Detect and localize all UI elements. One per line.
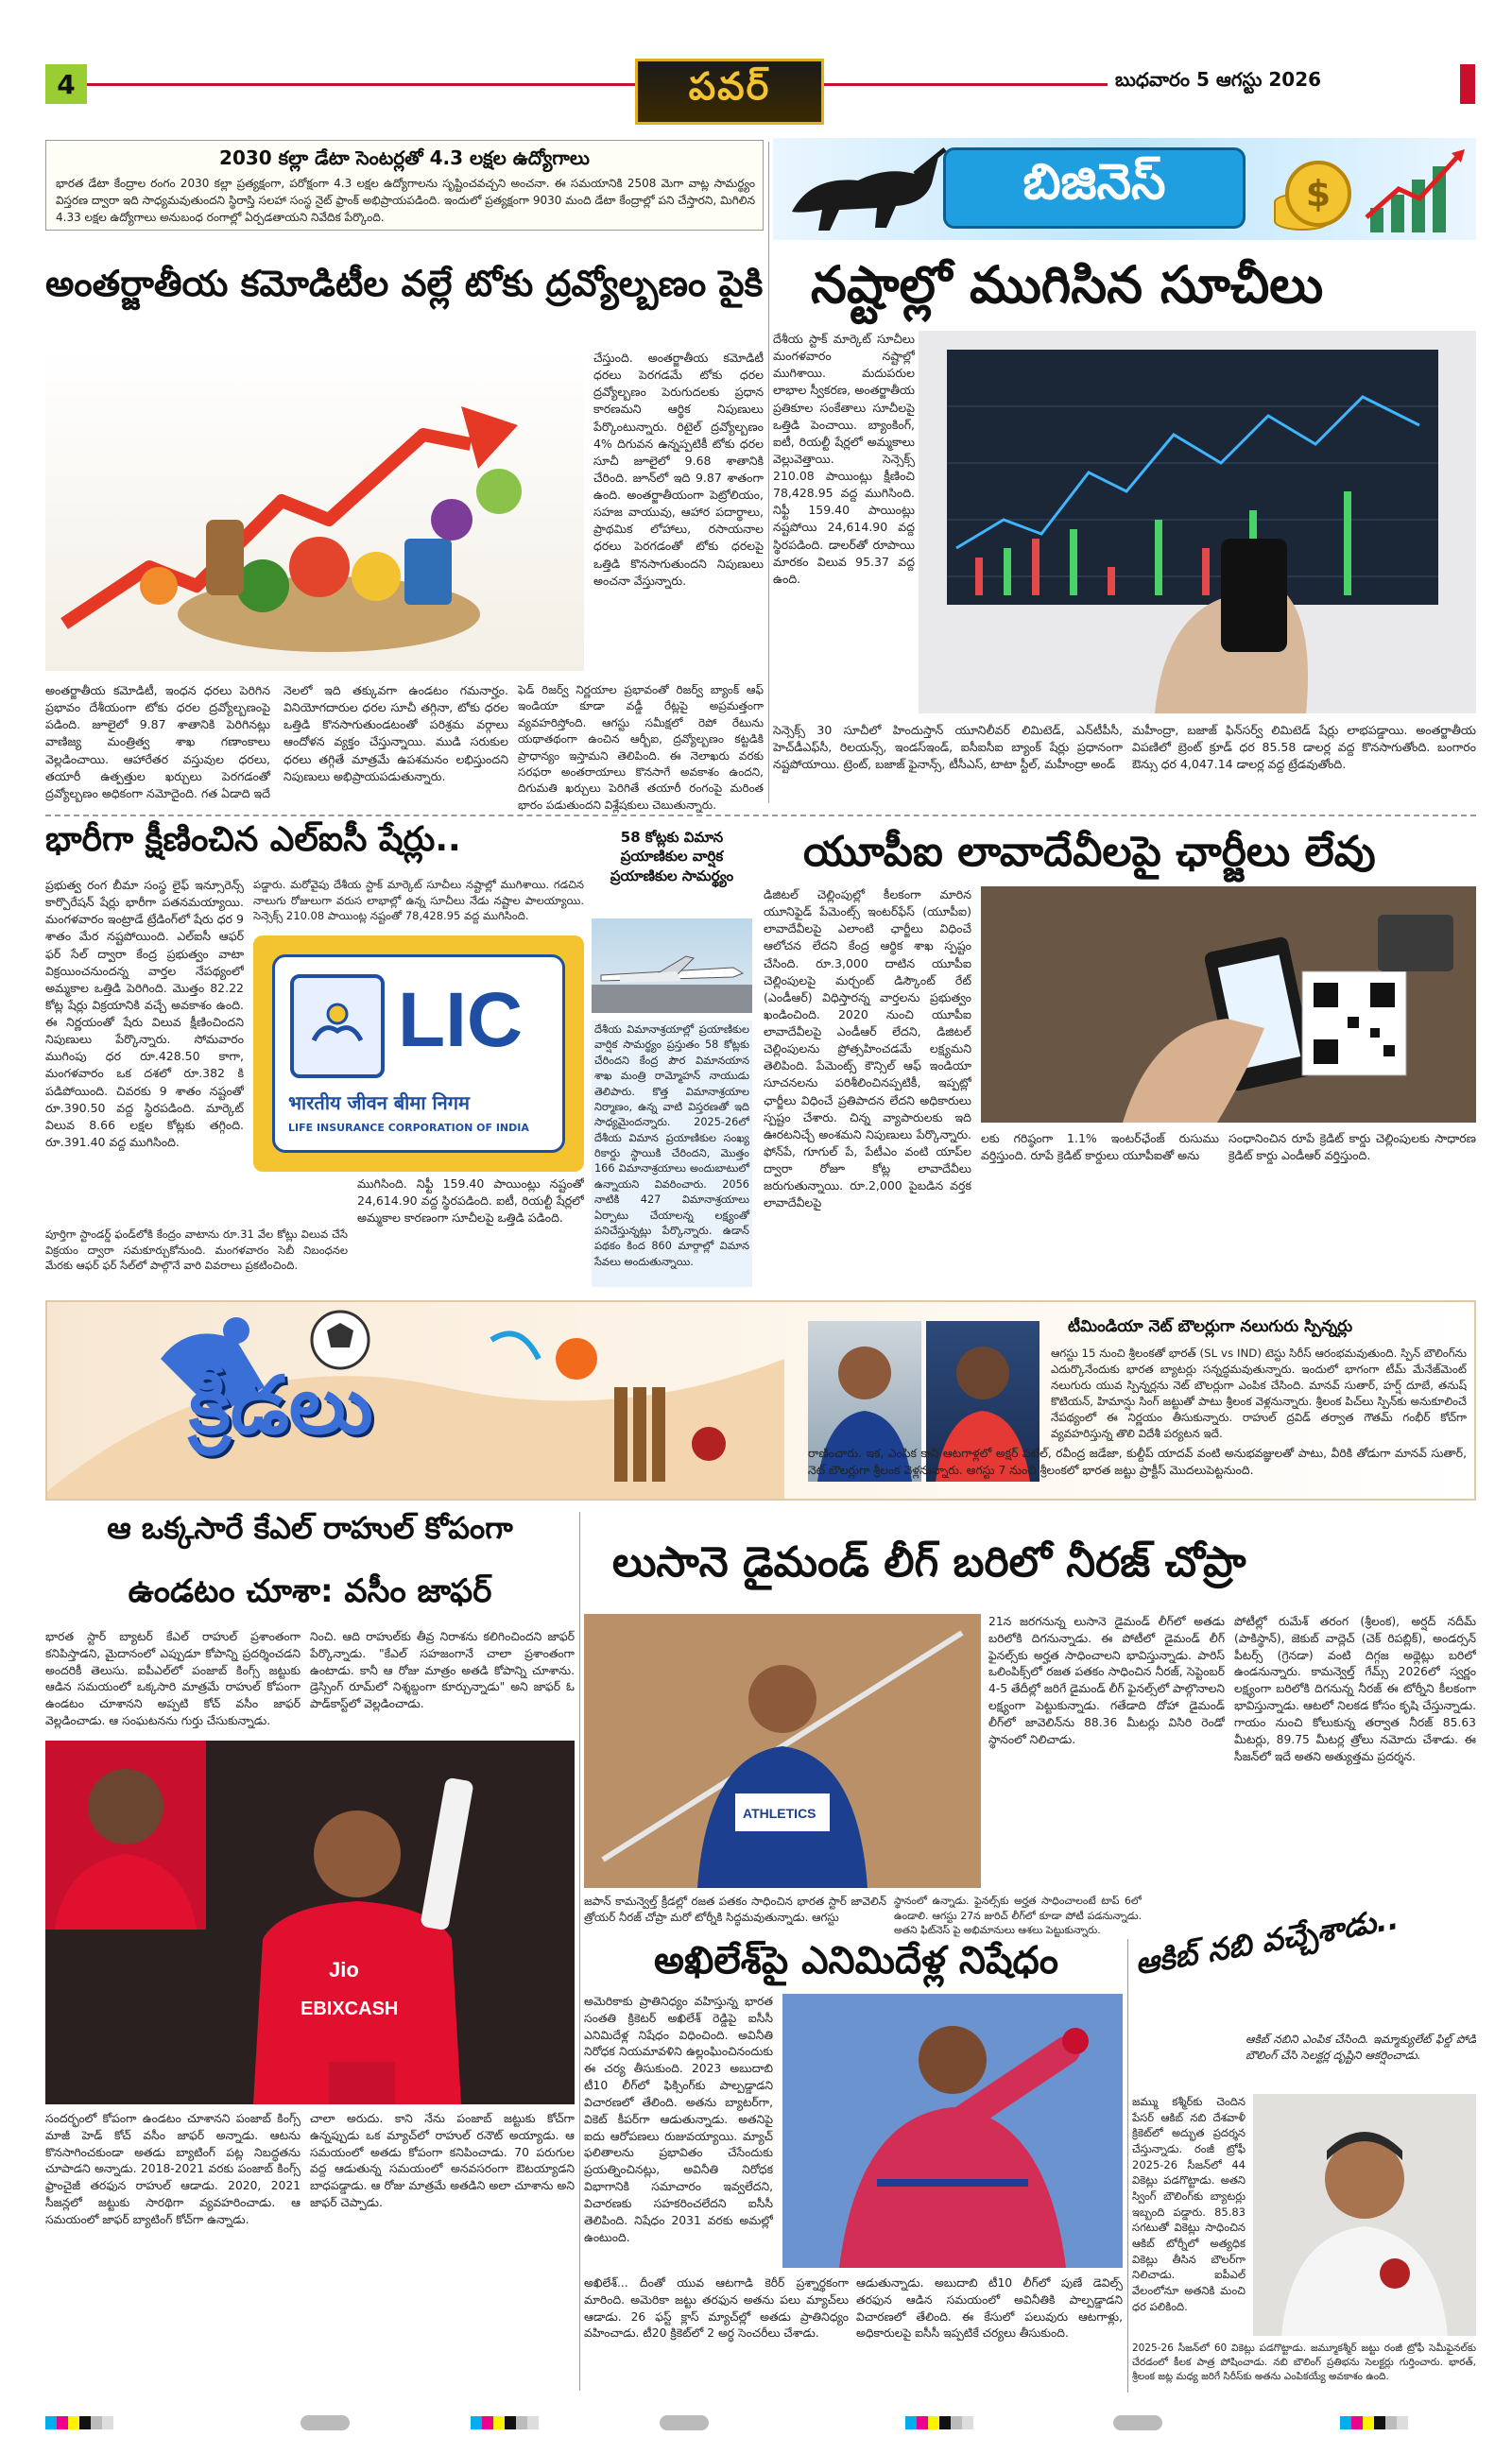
lic-hindi-text: भारतीय जीवन बीमा निगम [288, 1091, 470, 1114]
bull-icon [773, 138, 953, 240]
upi-bottom1: లకు గరిష్ఠంగా 1.1% ఇంటర్‌ఛేంజ్ రుసుము వర్తిస్తుంది. రూపే క్రెడిట్ కార్డులు యూపీఐతో అను [981, 1131, 1219, 1163]
lic-bottom1: పూర్తిగా స్టాండర్డ్ ఫండ్‌లోకి కేంద్రం వాటాను రూ.31 వేల కోట్లు విలువ చేసే విక్రయం ద్వారా సమకూర్చుకోనుంది. మంగళవారం సెబీ నిబంధనల మేరకు ఆఫర్ ఫర్ సేల్‌లో పాల్గొనే వారి వివరాలు ప్రకటించింది. [45, 1227, 348, 1273]
lic-emblem-icon [290, 974, 385, 1078]
neeraj-caption2: స్థానంలో ఉన్నాడు. ఫైనల్స్‌కు అర్హత సాధించాలంటే టాప్ 6లో ఉండాలి. ఆగస్టు 27న జురిచ్ లీగ్‌లో కూడా పోటీ పడనున్నాడు. అతని ఫిట్‌నెస్ పై అభిమానులు ఆశలు పెట్టుకున్నారు. [894, 1895, 1142, 1937]
aqib-photo [1253, 2094, 1476, 2336]
lic-bottom2: ముగిసింది. నిఫ్టీ 159.40 పాయింట్లు నష్టంతో 24,614.90 వద్ద స్థిరపడింది. ఐటీ, రియల్టీ షేర్లలో అమ్మకాల కారణంగా సూచీలపై ఒత్తిడి పడింది. [357, 1176, 584, 1226]
divider-v-business [768, 142, 769, 803]
neeraj-col2: పోటీల్లో రుమేశ్ తరంగ (శ్రీలంక), అర్షద్ నదీమ్ (పాకిస్థాన్), జెకుబ్ వాద్లెచ్ (చెక్ రిపబ్లిక్), అండర్సన్ పీటర్స్ (గ్రెనడా) వంటి దిగ్గజ అథ్లెట్లు బరిలో ఉండనున్నారు. కామన్వెల్త్ గేమ్స్ 2026లో స్వర్ణం లక్ష్యంగా బరిలోకి దిగనున్న నీరజ్ ఈ టోర్నీని కీలకంగా భావిస్తున్నాడు. ఆటలో నిలకడ కోసం కృషి చేస్తున్నాడు. గాయం నుంచి కోలుకున్న తర్వాత నీరజ్ 85.63 మీటర్లు, 89.75 మీటర్ల త్రోలు నమోదు చేశాడు. ఈ సీజన్‌లో ఇదే అతని అత్యుత్తమ ప్రదర్శన. [1234, 1615, 1476, 1763]
registration-dot-3 [1113, 2415, 1162, 2430]
masthead-rule-left [87, 83, 635, 86]
markets-col: దేశీయ స్టాక్ మార్కెట్ సూచీలు మంగళవారం నష్టాల్లో ముగిశాయి. మదుపరుల లాభాల స్వీకరణ, అంతర్జాతీయ ప్రతికూల సంకేతాలు సూచీలపై ఒత్తిడి పెంచాయి. బ్యాంకింగ్, ఐటీ, రియల్టీ షేర్లలో అమ్మకాలు వెల్లువెత్తాయి. సెన్సెక్స్ 210.08 పాయింట్లు క్షీణించి 78,428.95 వద్ద ముగిసింది. నిఫ్టీ 159.40 పాయింట్లు నష్టపోయి 24,614.90 వద్ద స్థిరపడింది. డాలర్‌తో రూపాయి మారకం విలువ 95.37 వద్ద ఉంది. [773, 332, 915, 586]
neeraj-col1: 21న జరగనున్న లుసానె డైమండ్ లీగ్‌లో అతడు బరిలోకి దిగనున్నాడు. ఈ పోటీలో డైమండ్ లీగ్ ఫైనల్స్‌కు అర్హత సాధించాలని భావిస్తున్నాడు. పారిస్ ఒలింపిక్స్‌లో రజత పతకం సాధించిన నీరజ్, సెప్టెంబర్ 4-5 తేదీల్లో జరిగే డైమండ్ లీగ్ ఫైనల్స్‌లో పాల్గొనాలని లక్ష్యంగా పెట్టుకున్నాడు. గతేడాది దోహా డైమండ్ లీగ్‌లో జావెలిన్‌ను 88.36 మీటర్లు విసిరి రెండో స్థానంలో నిలిచాడు. [988, 1615, 1225, 1746]
rahul-bottom2: చాలా అరుదు. కాని నేను పంజాబ్ జట్టుకు కోచ్‌గా ఉన్నప్పుడు ఒక మ్యాచ్‌లో రాహుల్ రనౌట్ అయ్యాడు. ఆ సమయంలో అతడు కోపంగా కనిపించాడు. 70 పరుగుల వద్ద ఆడుతున్న సమయంలో అనవసరంగా ఔటయ్యాడని బాధపడ్డాడు. ఆ రోజు మాత్రమే అతడిని అలా చూశాను అని జాఫర్ చెప్పాడు. [310, 2112, 575, 2210]
rahul-col1: భారత స్టార్ బ్యాటర్ కేఎల్ రాహుల్ ప్రశాంతంగా కనిపిస్తాడని, మైదానంలో ఎప్పుడూ కోపాన్ని ప్రదర్శించడని అందరికీ తెలుసు. ఐపీఎల్‌లో పంజాబ్ కింగ్స్ జట్టుకు ఆడిన సమయంలో ఒక్కసారి మాత్రమే రాహుల్ కోపంగా ఉండటం చూశానని అప్పటి కోచ్ వసీం జాఫర్ వెల్లడించాడు. ఆ సంఘటనను గుర్తు చేసుకున్నాడు. [45, 1630, 301, 1728]
upi-bottom2: సంధానించిన రూపే క్రెడిట్ కార్డు చెల్లింపులకు సాధారణ క్రెడిట్ కార్డు ఎండీఆర్ వర్తిస్తుంది. [1228, 1131, 1476, 1163]
lic-english-text: LIFE INSURANCE CORPORATION OF INDIA [288, 1122, 529, 1134]
masthead-rule-right [824, 83, 1108, 86]
markets-bottom2: మహీంద్రా, బజాజ్ ఫిన్‌సర్వ్ లిమిటెడ్ షేర్లు లాభపడ్డాయి. అంతర్జాతీయ విపణిలో బ్రెంట్ క్రూడ్ ధర 85.58 డాలర్ల వద్ద కొనసాగుతోంది. బంగారం ఔన్సు ధర 4,047.14 డాలర్ల వద్ద ట్రేడవుతోంది. [1132, 723, 1476, 772]
commodity-col2: ఫెడ్ రిజర్వ్ నిర్ణయాల ప్రభావంతో రిజర్వ్ బ్యాంక్ ఆఫ్ ఇండియా కూడా వడ్డీ రేట్లపై అప్రమత్తంగా వ్యవహరిస్తోంది. ఆగస్టు సమీక్షలో రెపో రేటును యథాతథంగా ఉంచిన ఆర్బీఐ, ద్రవ్యోల్బణం కట్టడికి ప్రాధాన్యం ఇస్తామని తెలిపింది. ఈ నెలాఖరు వరకు సరఫరా అంతరాయాలు కొనసాగే అవకాశం ఉందని, దిగుమతి ఖర్చులు పెరిగితే తయారీ రంగంపై మరింత భారం పడుతుందని విశ్లేషకులు చెబుతున్నారు. [518, 683, 764, 812]
divider-v-aqib [1127, 1939, 1128, 2393]
rahul-headline-2: ఉండటం చూశా: వసీం జాఫర్ [128, 1572, 492, 1610]
rahul-col2: నించి. ఆది రాహుల్‌కు తీవ్ర నిరాశను కలిగించిందని జాఫర్ పేర్కొన్నాడు. "కేఎల్ సహజంగానే చాలా ప్రశాంతంగా ఉంటాడు. కానీ ఆ రోజు మాత్రం అతడి కోపాన్ని చూశాను. డ్రెస్సింగ్ రూమ్‌లో నిశ్శబ్దంగా కూర్చున్నాడు" అని జాఫర్ ఓ పాడ్‌కాస్ట్‌లో వెల్లడించాడు. [310, 1630, 575, 1711]
masthead-logo [635, 59, 824, 125]
aqib-portrait-graphic [1253, 2094, 1476, 2336]
aqib-quote: ఆకిబ్ నబిని ఎంపిక చేసింది. ఇమ్మాక్యులేట్ ఫిల్డ్ పోడి బౌలింగ్ చేసి సెలక్టర్ల దృష్టిని ఆకర్షించాడు. [1246, 2033, 1476, 2063]
lic-logo-text: LIC [398, 977, 524, 1063]
inflation-arrow-graphic [45, 350, 584, 671]
business-label: బిజినెస్ [1022, 153, 1166, 211]
commodity-col1: చేస్తుంది. అంతర్జాతీయ కమోడిటీ ధరలు పెరగడమే టోకు ధరల ద్రవ్యోల్బణం పెరుగుదలకు ప్రధాన కారణమని ఆర్థిక నిపుణులు పేర్కొంటున్నారు. రిటైల్ ద్రవ్యోల్బణం 4% దిగువన ఉన్నప్పటికీ టోకు ధరల సూచీ జూలైలో 9.68 శాతానికి చేరింది. జూన్‌లో ఇది 9.87 శాతంగా ఉంది. అంతర్జాతీయంగా పెట్రోలియం, సహజ వాయువు, ఆహార పదార్థాలు, ప్రాథమిక లోహాలు, రసాయనాల ధరలు పెరగడంతో టోకు ధరలపై ఒత్తిడి కొనసాగుతుందని నిపుణులు అంచనా వేస్తున్నారు. [593, 351, 764, 588]
neeraj-javelin-graphic [584, 1614, 981, 1888]
divider-v-sports [579, 1512, 580, 2391]
rahul-photo [45, 1741, 575, 2104]
akhilesh-bowling-graphic [782, 1994, 1123, 2268]
neeraj-bib-label: ATHLETICS [743, 1806, 816, 1821]
sports-banner-body: ఆగస్టు 15 నుంచి శ్రీలంకతో భారత్ (SL vs IND) టెస్టు సిరీస్ ఆరంభమవుతుంది. స్పిన్ బౌలింగ్‌ను ఎదుర్కొనేందుకు భారత బ్యాటర్లు సన్నద్ధమవుతున్నారు. ఇందులో భాగంగా టీమ్ మేనేజ్‌మెంట్ నలుగురు యువ స్పిన్నర్లను నెట్ బౌలర్లుగా ఎంపిక చేసింది. మానవ్ సుతార్, హర్ష్ దూబే, తనుష్ కొటియన్, హిమాన్షు సింగ్ జట్టుతో పాటు శ్రీలంక వెళ్లనున్నారు. శ్రీలంక పిచ్‌లు స్పిన్‌కు అనుకూలించే నేపథ్యంలో ఈ నిర్ణయం తీసుకున్నారు. రాహుల్ ద్రవిడ్ తర్వాత గౌతమ్ గంభీర్ కోచ్‌గా వ్యవహరిస్తున్న తొలి విదేశీ పర్యటన ఇదే. [1051, 1347, 1467, 1441]
upi-headline: యూపీఐ లావాదేవీలపై ఛార్జీలు లేవు [803, 828, 1376, 876]
rahul-headline-1: ఆ ఒక్కసారే కేఎల్ రాహుల్ కోపంగా [107, 1510, 513, 1546]
neeraj-photo [584, 1614, 981, 1888]
jobs-headline: 2030 కల్లా డేటా సెంటర్లతో 4.3 లక్షల ఉద్యోగాలు [219, 146, 590, 169]
rahul-bottom1: సందర్భంలో కోపంగా ఉండటం చూశానని పంజాబ్ కింగ్స్ మాజీ హెడ్ కోచ్ వసీం జాఫర్ అన్నాడు. ఆటను కొనసాగించకుండా అతడు బ్యాటింగ్ పట్ల నిబద్ధతను చూపాడని అన్నాడు. 2018-2021 వరకు పంజాబ్ కింగ్స్ ఫ్రాంచైజీ తరఫున రాహుల్ ఆడాడు. 2020, 2021 సీజన్లలో జట్టుకు సారథిగా వ్యవహరించాడు. ఆ సమయంలో జాఫర్ బ్యాటింగ్ కోచ్‌గా ఉన్నాడు. [45, 2112, 301, 2226]
lic-col2: పడ్డారు. మరోవైపు దేశీయ స్టాక్ మార్కెట్ సూచీలు నష్టాల్లో ముగిశాయి. గడచిన నాలుగు రోజులుగా వరుస లాభాల్లో ఉన్న సూచీలు నేడు నష్టాల పాలయ్యాయి. సెన్సెక్స్ 210.08 పాయింట్ల నష్టంతో 78,428.95 వద్ద ముగిసింది. [253, 878, 584, 923]
coin-stack-icon: $ [1274, 155, 1359, 231]
lic-col1: ప్రభుత్వ రంగ బీమా సంస్థ లైఫ్ ఇన్సూరెన్స్ కార్పొరేషన్ షేర్లు భారీగా పతనమయ్యాయి. మంగళవారం ఇంట్రాడే ట్రేడింగ్‌లో షేరు ధర 9 శాతం మేర నష్టపోయింది. ఎల్ఐసీ ఆఫర్ ఫర్ సేల్ ద్వారా కేంద్ర ప్రభుత్వం వాటా విక్రయించనుందన్న వార్తల నేపథ్యంలో అమ్మకాల ఒత్తిడి పెరిగింది. మొత్తం 82.22 కోట్ల షేర్లు విక్రయానికి వచ్చే అవకాశం ఉంది. ఈ నిర్ణయంతో షేరు విలువ క్షీణించిందని నిపుణులు పేర్కొన్నారు. సోమవారం ముగింపు ధర రూ.428.50 కాగా, మంగళవారం ఒక దశలో రూ.382 కి పడిపోయింది. చివరకు 9 శాతం నష్టంతో రూ.390.50 వద్ద స్థిరపడింది. మార్కెట్ విలువ 8.66 లక్షల కోట్లకు తగ్గింది. రూ.391.40 వద్ద ముగిసింది. [45, 878, 244, 1149]
commodity-chart-image [45, 350, 584, 671]
akhilesh-headline: అఖిలేశ్‌పై ఎనిమిదేళ్ల నిషేధం [653, 1939, 1058, 1982]
aviation-col: దేశీయ విమానాశ్రయాల్లో ప్రయాణికుల వార్షిక సామర్థ్యం ప్రస్తుతం 58 కోట్లకు చేరిందని కేంద్ర పౌర విమానయాన శాఖ మంత్రి రామ్మోహన్ నాయుడు తెలిపారు. కొత్త విమానాశ్రయాల నిర్మాణం, ఉన్న వాటి విస్తరణతో ఇది సాధ్యమైందన్నారు. 2025-26లో దేశీయ విమాన ప్రయాణికుల సంఖ్య రికార్డు స్థాయికి చేరిందని, మొత్తం 166 విమానాశ్రయాలు అందుబాటులో ఉన్నాయని వివరించారు. 2056 నాటికి 427 విమానాశ్రయాలు ఏర్పాటు చేయాలన్న లక్ష్యంతో పనిచేస్తున్నట్లు పేర్కొన్నారు. ఉడాన్ పథకం కింద 860 మార్గాల్లో విమాన సేవలు అందుతున్నాయి. [592, 1021, 752, 1287]
commodity-bottom: అంతర్జాతీయ కమోడిటీ, ఇంధన ధరలు పెరిగిన ప్రభావం దేశీయంగా టోకు ధరల ద్రవ్యోల్బణంపై పడింది. జూలైలో 9.87 శాతానికి పెరిగినట్లు వాణిజ్య మంత్రిత్వ శాఖ గణాంకాలు వెల్లడించాయి. ఆహారేతర వస్తువుల ధరలు, తయారీ ఉత్పత్తుల ఖర్చులు పెరగడంతో ద్రవ్యోల్బణం అధికంగా నమోదైంది. గత ఏడాది ఇదే నెలలో ఇది తక్కువగా ఉండటం గమనార్హం. వినియోగదారుల ధరల సూచీ తగ్గినా, టోకు ధరల ఒత్తిడి కొనసాగుతుండటంతో పరిశ్రమ వర్గాలు ఆందోళన వ్యక్తం చేస్తున్నాయి. ముడి సరుకుల ధరలు తగ్గితే మాత్రమే ఉపశమనం లభిస్తుందని నిపుణులు అభిప్రాయపడుతున్నారు. [45, 683, 508, 800]
akhilesh-bottom1: అఖిలేశ్... దీంతో యువ ఆటగాడి కెరీర్ ప్రశ్నార్థకంగా మారింది. అమెరికా జట్టు తరఫున అతను పలు మ్యాచ్‌లు ఆడాడు. 26 ఫస్ట్ క్లాస్ మ్యాచ్‌ల్లో అతడు ప్రాతినిధ్యం వహించాడు. టీ20 క్రికెట్‌లో 2 అర్ధ సెంచరీలు చేశాడు. [584, 2276, 849, 2341]
akhilesh-photo [782, 1994, 1123, 2268]
registration-bar-2 [471, 2416, 539, 2429]
registration-dot-1 [301, 2415, 350, 2430]
sports-banner-body2: రాణించారు. ఇక, ఎంపిక కాని ఆటగాళ్లలో అక్షర్ పటేల్, రవీంద్ర జడేజా, కుల్దీప్ యాదవ్ వంటి అనుభవజ్ఞులతో పాటు, వీరికి తోడుగా మానవ్ సుతార్, నెట్ బౌలర్లుగా శ్రీలంక వెళ్లనున్నారు. ఆగస్టు 7 నుంచి శ్రీలంకలో భారత జట్టు ప్రాక్టీస్ మొదలుపెట్టనుంది. [808, 1447, 1467, 1477]
rahul-celebration-graphic [45, 1741, 575, 2104]
markets-chart-image [919, 331, 1476, 713]
aviation-headline: 58 కోట్లకు విమాన ప్రయాణికుల వార్షిక ప్రయాణికుల సామర్థ్యం [610, 829, 734, 884]
sports-banner-headline: టీమిండియా నెట్ బౌలర్లుగా నలుగురు స్పిన్నర్లు [1068, 1317, 1353, 1336]
lic-logo-card [272, 954, 565, 1153]
kit-brand-label: Jio [329, 1958, 359, 1982]
akhilesh-col: అమెరికాకు ప్రాతినిధ్యం వహిస్తున్న భారత సంతతి క్రికెటర్ అఖిలేశ్ రెడ్డిపై ఐసీసీ ఎనిమిదేళ్ల నిషేధం విధించింది. అవినీతి నిరోధక నియమావళిని ఉల్లంఘించినందుకు ఈ చర్య తీసుకుంది. 2023 అబుదాబి టీ10 లీగ్‌లో ఫిక్సింగ్‌కు పాల్పడ్డాడని విచారణలో తేలింది. అతను బ్యాటర్‌గా, వికెట్ కీపర్‌గా ఆడుతున్నాడు. అతనిపై ఐదు ఆరోపణలు రుజువయ్యాయి. మ్యాచ్ ఫలితాలను ప్రభావితం చేసేందుకు ప్రయత్నించినట్లు, అవినీతి నిరోధక విభాగానికి సమాచారం ఇవ్వలేదని, విచారణకు సహకరించలేదని ఐసీసీ తెలిపింది. నిషేధం 2031 వరకు అమల్లో ఉంటుంది. [584, 1995, 773, 2244]
aviation-image [592, 918, 752, 1013]
commodity-headline: అంతర్జాతీయ కమోడిటీల వల్లే టోకు ద్రవ్యోల్బణం పైకి [45, 263, 764, 304]
masthead-corner [1460, 64, 1475, 104]
kit-sponsor-label: EBIXCASH [301, 1999, 399, 2019]
aqib-bottom: 2025-26 సీజన్‌లో 60 వికెట్లు పడగొట్టాడు. జమ్మూకశ్మీర్ జట్టు రంజీ ట్రోఫీ సెమీఫైనల్‌కు చేరడంలో కీలక పాత్ర పోషించాడు. నబి బౌలింగ్ ప్రతిభను సెలక్టర్లు గుర్తించారు. భారత్, శ్రీలంక జట్ల మధ్య జరిగే సిరీస్‌కు అతను ఎంపికయ్యే అవకాశం ఉంది. [1132, 2342, 1476, 2383]
neeraj-caption: జపాన్ కామన్వెల్త్ క్రీడల్లో రజత పతకం సాధించిన భారత స్టార్ జావెలిన్ త్రోయర్ నీరజ్ చోప్రా మరో టోర్నీకి సిద్ధమవుతున్నాడు. ఆగస్టు [584, 1895, 886, 1925]
upi-col: డిజిటల్ చెల్లింపుల్లో కీలకంగా మారిన యూనిఫైడ్ పేమెంట్స్ ఇంటర్‌ఫేస్ (యూపీఐ) లావాదేవీలపై ఎలాంటి ఛార్జీలు విధించే ఆలోచన లేదని కేంద్ర ఆర్థిక శాఖ స్పష్టం చేసింది. రూ.3,000 దాటిన యూపీఐ చెల్లింపులపై మర్చంట్ డిస్కౌంట్ రేట్ (ఎండీఆర్) విధిస్తారన్న వార్తలను ప్రభుత్వం ఖండించింది. 2020 నుంచి యూపీఐ లావాదేవీలపై ఎండీఆర్ లేదని, డిజిటల్ చెల్లింపులను ప్రోత్సహించడమే లక్ష్యమని తెలిపింది. పేమెంట్స్ కౌన్సిల్ ఆఫ్ ఇండియా సూచనలను పరిశీలించినప్పటికీ, ఇప్పట్లో ఛార్జీలు విధించే ప్రతిపాదన లేదని అధికారులు స్పష్టం చేశారు. చిన్న వ్యాపారులకు ఇది ఊరటనిచ్చే అంశమని నిపుణులు పేర్కొన్నారు. ఫోన్‌పే, గూగుల్ పే, పేటీఎం వంటి యాప్‌ల ద్వారా రోజూ కోట్ల లావాదేవీలు జరుగుతున్నాయి. రూ.2,000 పైబడిన వర్తక లావాదేవీలపై [764, 887, 971, 1210]
growth-chart-icon [1361, 142, 1474, 236]
registration-bar-4 [1340, 2416, 1408, 2429]
registration-bar-3 [905, 2416, 973, 2429]
stock-screen-graphic [919, 331, 1476, 713]
page-number: 4 [57, 68, 76, 100]
sports-collage-graphic [47, 1302, 784, 1501]
divider-business-mid [45, 815, 1476, 816]
akhilesh-bottom2: ఆడుతున్నాడు. అబుదాబి టీ10 లీగ్‌లో పుణే డెవిల్స్ తరఫున ఆడిన సమయంలో అవినీతికి పాల్పడ్డాడని విచారణలో తేలింది. ఈ కేసులో పలువురు ఆటగాళ్లు, అధికారులపై ఐసీసీ ఇప్పటికే చర్యలు తీసుకుంది. [856, 2276, 1123, 2341]
masthead-date: బుధవారం 5 ఆగస్టు 2026 [1115, 68, 1322, 91]
business-banner [773, 138, 1476, 240]
jobs-box [45, 140, 764, 231]
sports-label: క్రీడలు [189, 1359, 373, 1451]
upi-payment-image [981, 886, 1476, 1123]
neeraj-headline: లుసానె డైమండ్ లీగ్ బరిలో నీరజ్ చోప్రా [612, 1538, 1246, 1587]
markets-headline: నష్టాల్లో ముగిసిన సూచీలు [811, 255, 1324, 315]
logo-text: పవర్ [688, 65, 771, 109]
lic-headline: భారీగా క్షీణించిన ఎల్ఐసీ షేర్లు.. [45, 820, 461, 859]
sports-banner [45, 1300, 1476, 1501]
markets-bottom1: సెన్సెక్స్ 30 సూచీలో హిందుస్తాన్ యూనిలీవర్ లిమిటెడ్, ఎన్‌టీపీసీ, హెచ్‌డీఎఫ్‌సీ, రిలయన్స్, ఇండస్‌ఇండ్, ఐసీఐసీఐ బ్యాంక్ షేర్లు ప్రధానంగా నష్టపోయాయి. ట్రెంట్, బజాజ్ ఫైనాన్స్, టీసీఎస్, టాటా స్టీల్, మహీంద్రా అండ్ [773, 723, 1123, 772]
business-label-box [943, 147, 1246, 229]
registration-dot-2 [660, 2415, 709, 2430]
page-number-badge [45, 64, 87, 104]
aqib-col: జమ్ము కశ్మీర్‌కు చెందిన పేసర్ ఆకిబ్ నబి దేశవాళీ క్రికెట్‌లో అద్భుత ప్రదర్శన చేస్తున్నాడు. రంజీ ట్రోఫీ 2025-26 సీజన్‌లో 44 వికెట్లు పడగొట్టాడు. అతని స్వింగ్ బౌలింగ్‌కు బ్యాటర్లు ఇబ్బంది పడ్డారు. 85.83 సగటుతో వికెట్లు సాధించిన ఆకిబ్ టోర్నీలో అత్యధిక వికెట్లు తీసిన బౌలర్‌గా నిలిచాడు. ఐపీఎల్ వేలంలోనూ అతనికి మంచి ధర పలికింది. [1132, 2095, 1246, 2313]
jobs-body: భారత డేటా కేంద్రాల రంగం 2030 కల్లా ప్రత్యక్షంగా, పరోక్షంగా 4.3 లక్షల ఉద్యోగాలను సృష్టించవచ్చని అంచనా. ఈ సమయానికి 2508 మెగా వాట్ల సామర్థ్యం విస్తరణ ద్వారా ఇది సాధ్యమవుతుందని స్థిరాస్తి సలహా సంస్థ నైట్ ఫ్రాంక్ అభిప్రాయపడింది. ఇందులో ప్రత్యక్షంగా 9030 మంది డేటా కేంద్రాల్లో పని చేస్తారని, మిగిలిన 4.33 లక్షల ఉద్యోగాలు అనుబంధ రంగాల్లో ఏర్పడతాయని నివేదిక పేర్కొంది. [56, 177, 755, 224]
aviation-box [592, 828, 752, 915]
qr-payment-graphic [981, 886, 1476, 1123]
airplane-graphic [592, 918, 752, 1013]
lic-logo-image [253, 935, 584, 1172]
aqib-headline: ఆకిబ్ నబి వచ్చేశాడు.. [1132, 1899, 1401, 1982]
registration-bar-1 [45, 2416, 113, 2429]
